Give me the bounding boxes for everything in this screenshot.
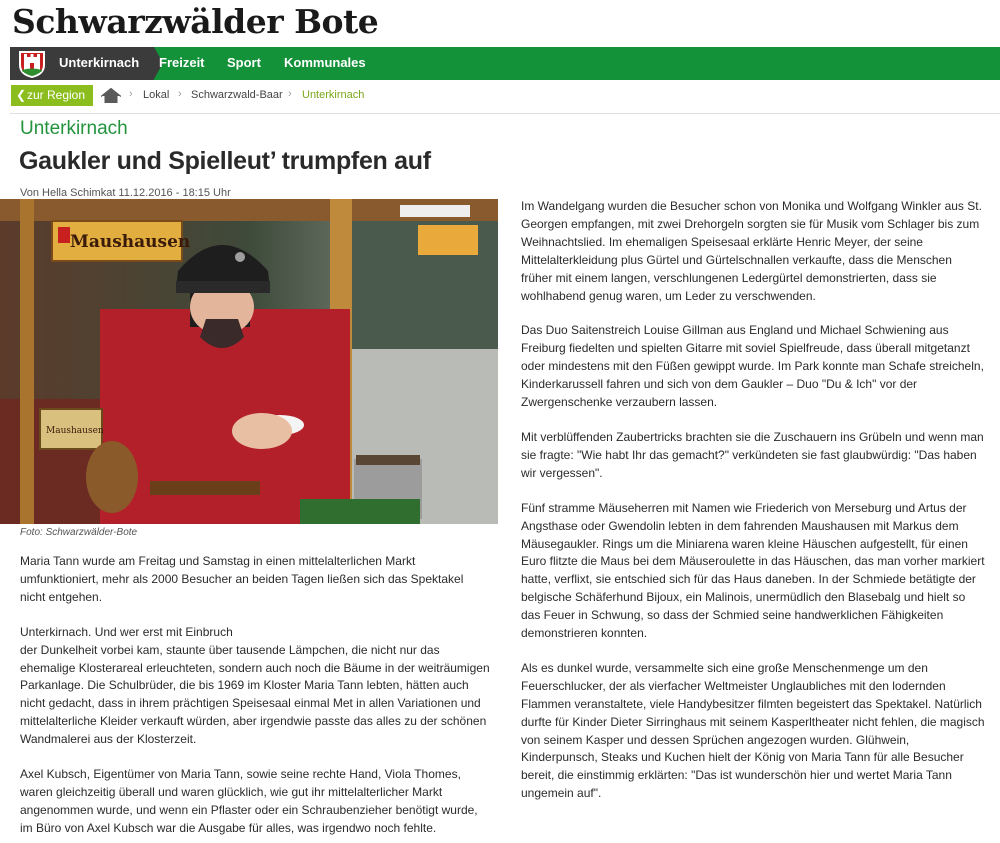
nav-home-label: Unterkirnach (59, 55, 140, 70)
breadcrumb-schwarzwald-baar[interactable]: Schwarzwald-Baar (191, 89, 283, 101)
breadcrumb-unterkirnach[interactable]: Unterkirnach (302, 89, 365, 101)
article-dateline: Unterkirnach. Und wer erst mit Einbruch (20, 624, 233, 639)
article-photo[interactable] (0, 199, 498, 524)
photo-caption: Foto: Schwarzwälder-Bote (20, 527, 138, 538)
photo-sign-text: Maushausen (70, 232, 191, 252)
chevron-left-icon: ❮ (16, 88, 27, 102)
main-navigation (10, 47, 1000, 80)
photo-small-sign-text: Maushausen (46, 426, 104, 436)
article-paragraph: der Dunkelheit vorbei kam, staunte über tausende Lämpchen, die nicht nur das ehemalige Klosterareal erleuchteten, sondern auch noch die Bäume in der weiträumigen Parkanlage. Die Schulbrüder, die bis 1969 im Kloster Maria Tann lebten, hätten auch nicht gedacht, dass in ihrem prächtigen Speisesaal einmal Met in allen Variationen und mittelalterliche Kleider verkauft würden, aber irgendwie passte das alles zu der schönen Wandmalerei aus der Klosterzeit. (20, 642, 490, 747)
breadcrumb-separator: › (178, 88, 182, 100)
header-divider (10, 113, 1000, 114)
home-icon[interactable] (101, 88, 121, 104)
masthead-title: Schwarzwälder Bote (12, 2, 379, 41)
article-body-left (20, 553, 490, 843)
article-paragraph: Axel Kubsch, Eigentümer von Maria Tann, sowie seine rechte Hand, Viola Thomes, waren gleichzeitig überall und waren glücklich, wie gut ihr mittelalterlicher Markt angenommen wurde, und wenn ein Pflaster oder ein Schraubenzieher benötigt wurde, im Büro von Axel Kubsch war die Ausgabe für alles, was irgendwo noch fehlte. (20, 767, 478, 835)
region-button-label: zur Region (27, 88, 86, 102)
breadcrumb-separator: › (129, 88, 133, 100)
article-paragraph: Fünf stramme Mäuseherren mit Namen wie Friederich von Merseburg und Artus der Angsthase oder Gwendolin lebten in dem fahrenden Maushausen mit Markus dem Mäusegaukler. Rings um die Miniarena waren kleine Häuschen aufgestellt, für einen Euro flitzte die Maus bei dem Mäuseroulette in das Häuschen, das man vorher markiert hatte, verflixt, sie entschied sich für das Haus daneben. In der Schmiede betätigte der belgische Schäferhund Bijoux, ein Malinois, unermüdlich den Blasebalg und hielt so das Feuer in Schwung, so dass der Schmied seine handwerklichen Fähigkeiten demonstrieren konnten. (521, 500, 985, 641)
article-body-right (521, 198, 986, 820)
article-lead: Maria Tann wurde am Freitag und Samstag in einen mittelalterlichen Markt umfunktioniert, mehr als 2000 Besucher an beiden Tagen ließen sich das Spektakel nicht entgehen. (20, 554, 464, 604)
breadcrumb-bar (10, 85, 710, 107)
article-paragraph: Als es dunkel wurde, versammelte sich eine große Menschenmenge um den Feuerschlucker, der als vierfacher Weltmeister Unglaubliches mit den lodernden Flammen veranstaltete, viele Handybesitzer filmten begeistert das Spektakel. Natürlich durfte für Kinder Dieter Sirringhaus mit seinem Kasperltheater nicht fehlen, die magisch von seinem Kasper und dessen Sprüchen angezogen wurden. Glühwein, Kinderpunsch, Steaks und Kuchen hielt der König von Maria Tann für alle Besucher bereit, die einstimmig erklärten: "Das ist wunderschön hier und wertet Maria Tann ungemein auf". (521, 660, 985, 801)
nav-item-kommunales[interactable]: Kommunales (284, 55, 366, 70)
article-paragraph: Mit verblüffenden Zaubertricks brachten sie die Zuschauern ins Grübeln und wenn man sie fragte: "Wie habt Ihr das gemacht?" verkündeten sie fast glaubwürdig: "Das haben wir vergessen". (521, 429, 984, 480)
nav-item-freizeit[interactable]: Freizeit (159, 55, 205, 70)
breadcrumb-separator: › (288, 88, 292, 100)
article-headline: Gaukler und Spielleut’ trumpfen auf (19, 147, 431, 175)
region-button[interactable] (11, 85, 93, 106)
masthead-logo[interactable] (12, 2, 378, 46)
town-crest-icon (16, 48, 48, 79)
article-paragraph: Das Duo Saitenstreich Louise Gillman aus England und Michael Schwiening aus Freiburg fiedelten und spielten Gitarre mit soviel Spielfreude, dass überall mitgetanzt oder mindestens mit den Füßen gewippt wurde. Im Park konnte man Schafe streicheln, Kinderkarussell fahren und sich von dem Gaukler – Duo "Du & Ich" vor der Zwergenschenke verzaubern lassen. (521, 323, 984, 410)
article-kicker: Unterkirnach (20, 118, 128, 139)
article-byline: Von Hella Schimkat 11.12.2016 - 18:15 Uhr (20, 187, 231, 199)
nav-item-sport[interactable]: Sport (227, 55, 261, 70)
breadcrumb-lokal[interactable]: Lokal (143, 89, 170, 101)
nav-item-unterkirnach[interactable] (10, 47, 154, 80)
article-paragraph: Im Wandelgang wurden die Besucher schon von Monika und Wolfgang Winkler aus St. Georgen empfangen, mit zwei Drehorgeln sorgten sie für Musik vom Schlager bis zum Weihnachtslied. Im ehemaligen Speisesaal erklärte Henric Meyer, der seine Mittelalterkleidung plus Gürtel und Gürtelschnallen verkaufte, dass die Menschen früher mit einem langen, verschlungenen Ledergürtel demonstrierten, dass sie wohlhabend genug waren, um Leder zu verschwenden. (521, 199, 982, 303)
